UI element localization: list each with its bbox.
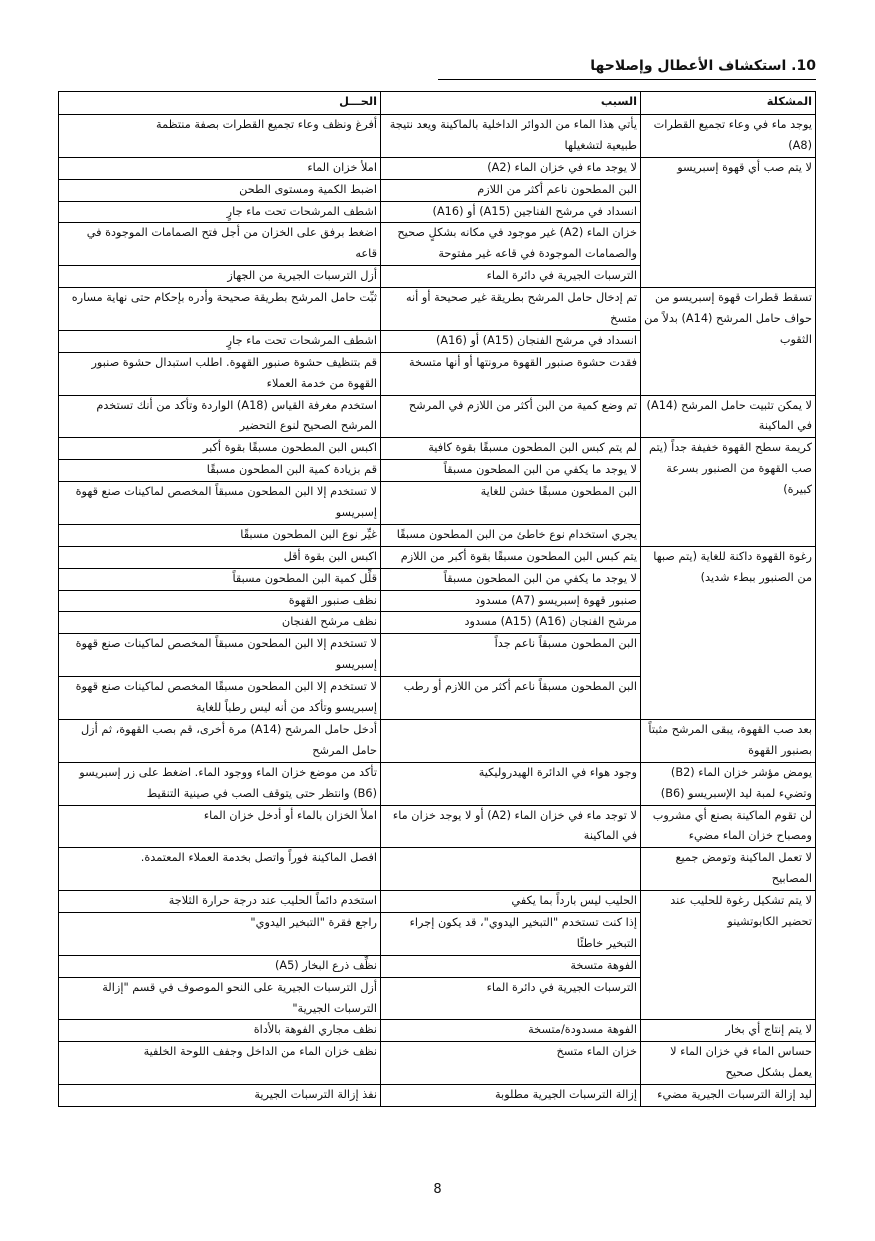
problem-cell: كريمة سطح القهوة خفيفة جداً (يتم صب القهوة من الصنبور بسرعة كبيرة) — [641, 438, 816, 546]
table-row — [59, 762, 816, 805]
table-body — [59, 115, 816, 1107]
solution-cell: لا تستخدم إلا البن المطحون مسبقاً المخصص لماكينات صنع قهوة إسبريسو — [59, 482, 381, 525]
cause-cell: الفوهة متسخة — [381, 955, 641, 977]
table-row — [59, 891, 816, 913]
cause-cell: وجود هواء في الدائرة الهيدروليكية — [381, 762, 641, 805]
cause-cell: لا توجد ماء في خزان الماء (A2) أو لا يوجد خزان ماء في الماكينة — [381, 805, 641, 848]
table-row — [59, 1020, 816, 1042]
solution-cell: أدخل حامل المرشح (A14) مرة أخرى، قم بصب القهوة، ثم أزل حامل المرشح — [59, 719, 381, 762]
troubleshooting-table — [58, 91, 816, 1107]
solution-cell: اكبس البن المطحون مسبقًا بقوة أكبر — [59, 438, 381, 460]
table-row — [59, 1085, 816, 1107]
solution-cell: قم بزيادة كمية البن المطحون مسبقًا — [59, 460, 381, 482]
cause-cell: لم يتم كبس البن المطحون مسبقًا بقوة كافية — [381, 438, 641, 460]
solution-cell: نظِّف ذرع البخار (A5) — [59, 955, 381, 977]
cause-cell: البن المطحون ناعم أكثر من اللازم — [381, 179, 641, 201]
solution-cell: لا تستخدم إلا البن المطحون مسبقاً المخصص لماكينات صنع قهوة إسبريسو — [59, 634, 381, 677]
header-cause: السبب — [381, 92, 641, 115]
table-row — [59, 848, 816, 891]
solution-cell: راجع فقرة "التبخير اليدوي" — [59, 912, 381, 955]
problem-cell: ليد إزالة الترسبات الجيرية مضيء — [641, 1085, 816, 1107]
cause-cell: الترسبات الجيرية في دائرة الماء — [381, 977, 641, 1020]
solution-cell: أزل الترسبات الجيرية من الجهاز — [59, 266, 381, 288]
problem-cell: لا يمكن تثبيت حامل المرشح (A14) في الماكينة — [641, 395, 816, 438]
cause-cell: يأتي هذا الماء من الدوائر الداخلية بالماكينة ويعد نتيجة طبيعية لتشغيلها — [381, 115, 641, 158]
solution-cell: اشطف المرشحات تحت ماء جارٍ — [59, 201, 381, 223]
problem-cell: لا يتم صب أي قهوة إسبريسو — [641, 157, 816, 287]
solution-cell: اشطف المرشحات تحت ماء جارٍ — [59, 330, 381, 352]
cause-cell: يتم كبس البن المطحون مسبقًا بقوة أكبر من اللازم — [381, 546, 641, 568]
table-row — [59, 288, 816, 331]
cause-cell: الفوهة مسدودة/متسخة — [381, 1020, 641, 1042]
solution-cell: نظف مجاري الفوهة بالأداة — [59, 1020, 381, 1042]
solution-cell: نظف مرشح الفنجان — [59, 612, 381, 634]
solution-cell: املأ الخزان بالماء أو أدخل خزان الماء — [59, 805, 381, 848]
solution-cell: قلِّل كمية البن المطحون مسبقاً — [59, 568, 381, 590]
section-title: 10. استكشاف الأعطال وإصلاحها — [590, 58, 816, 74]
problem-cell: يومض مؤشر خزان الماء (B2) وتضيء لمبة ليد الإسبريسو (B6) — [641, 762, 816, 805]
table-row — [59, 719, 816, 762]
title-underline — [438, 79, 816, 80]
problem-cell: لا يتم إنتاج أي بخار — [641, 1020, 816, 1042]
cause-cell: فقدت حشوة صنبور القهوة مرونتها أو أنها متسخة — [381, 352, 641, 395]
table-row — [59, 546, 816, 568]
problem-cell: بعد صب القهوة، يبقى المرشح مثبتاً بصنبور القهوة — [641, 719, 816, 762]
header-problem: المشكلة — [641, 92, 816, 115]
problem-cell: لا تعمل الماكينة وتومض جميع المصابيح — [641, 848, 816, 891]
problem-cell: لن تقوم الماكينة بصنع أي مشروب ومصباح خزان الماء مضيء — [641, 805, 816, 848]
cause-cell: خزان الماء متسخ — [381, 1042, 641, 1085]
problem-cell: حساس الماء في خزان الماء لا يعمل بشكل صحيح — [641, 1042, 816, 1085]
cause-cell: لا يوجد ما يكفي من البن المطحون مسبقاً — [381, 568, 641, 590]
solution-cell: ثبِّت حامل المرشح بطريقة صحيحة وأدره بإحكام حتى نهاية مساره — [59, 288, 381, 331]
table-row — [59, 1042, 816, 1085]
table-row — [59, 395, 816, 438]
problem-cell: رغوة القهوة داكنة للغاية (يتم صبها من الصنبور ببطء شديد) — [641, 546, 816, 719]
problem-cell: تسقط قطرات قهوة إسبريسو من حواف حامل المرشح (A14) بدلاً من الثقوب — [641, 288, 816, 395]
problem-cell: يوجد ماء في وعاء تجميع القطرات (A8) — [641, 115, 816, 158]
cause-cell: لا يوجد ماء في خزان الماء (A2) — [381, 157, 641, 179]
cause-cell: البن المطحون مسبقاً ناعم جداً — [381, 634, 641, 677]
problem-cell: لا يتم تشكيل رغوة للحليب عند تحضير الكابوتشينو — [641, 891, 816, 1020]
cause-cell: انسداد في مرشح الفنجان (A15) أو (A16) — [381, 330, 641, 352]
cause-cell: يجري استخدام نوع خاطئ من البن المطحون مسبقًا — [381, 524, 641, 546]
solution-cell: افصل الماكينة فوراً واتصل بخدمة العملاء المعتمدة. — [59, 848, 381, 891]
cause-cell: خزان الماء (A2) غير موجود في مكانه بشكلٍ صحيح والصمامات الموجودة في قاعه غير مفتوحة — [381, 223, 641, 266]
solution-cell: اكبس البن بقوة أقل — [59, 546, 381, 568]
cause-cell — [381, 719, 641, 762]
cause-cell: إذا كنت تستخدم "التبخير اليدوي"، قد يكون إجراء التبخير خاطئًا — [381, 912, 641, 955]
solution-cell: أزل الترسبات الجيرية على النحو الموصوف في قسم "إزالة الترسبات الجيرية" — [59, 977, 381, 1020]
cause-cell: مرشح الفنجان (A16) (A15) مسدود — [381, 612, 641, 634]
cause-cell: الترسبات الجيرية في دائرة الماء — [381, 266, 641, 288]
cause-cell: تم وضع كمية من البن أكثر من اللازم في المرشح — [381, 395, 641, 438]
solution-cell: استخدم دائماً الحليب عند درجة حرارة الثلاجة — [59, 891, 381, 913]
cause-cell: انسداد في مرشح الفناجين (A15) أو (A16) — [381, 201, 641, 223]
cause-cell: إزالة الترسبات الجيرية مطلوبة — [381, 1085, 641, 1107]
solution-cell: أفرغ ونظف وعاء تجميع القطرات بصفة منتظمة — [59, 115, 381, 158]
table-row — [59, 438, 816, 460]
table-row — [59, 157, 816, 179]
page-number: 8 — [433, 1182, 442, 1197]
solution-cell: استخدم مغرفة القياس (A18) الواردة وتأكد من أنك تستخدم المرشح الصحيح لنوع التحضير — [59, 395, 381, 438]
table-header-row — [59, 92, 816, 115]
table-row — [59, 805, 816, 848]
cause-cell: البن المطحون مسبقًا خشن للغاية — [381, 482, 641, 525]
solution-cell: اضغط برفق على الخزان من أجل فتح الصمامات الموجودة في قاعه — [59, 223, 381, 266]
solution-cell: لا تستخدم إلا البن المطحون مسبقًا المخصص لماكينات صنع قهوة إسبريسو وتأكد من أنه ليس رطباً للغاية — [59, 677, 381, 720]
table-row — [59, 115, 816, 158]
cause-cell: تم إدخال حامل المرشح بطريقة غير صحيحة أو أنه متسخ — [381, 288, 641, 331]
solution-cell: نظف صنبور القهوة — [59, 590, 381, 612]
header-solution: الحـــل — [59, 92, 381, 115]
solution-cell: نفذ إزالة الترسبات الجيرية — [59, 1085, 381, 1107]
solution-cell: قم بتنظيف حشوة صنبور القهوة. اطلب استبدال حشوة صنبور القهوة من خدمة العملاء — [59, 352, 381, 395]
cause-cell: لا يوجد ما يكفي من البن المطحون مسبقاً — [381, 460, 641, 482]
solution-cell: املأ خزان الماء — [59, 157, 381, 179]
cause-cell: البن المطحون مسبقاً ناعم أكثر من اللازم أو رطب — [381, 677, 641, 720]
cause-cell — [381, 848, 641, 891]
solution-cell: نظف خزان الماء من الداخل وجفف اللوحة الخلفية — [59, 1042, 381, 1085]
cause-cell: الحليب ليس بارداً بما يكفي — [381, 891, 641, 913]
solution-cell: اضبط الكمية ومستوى الطحن — [59, 179, 381, 201]
solution-cell: غيِّر نوع البن المطحون مسبقًا — [59, 524, 381, 546]
cause-cell: صنبور قهوة إسبريسو (A7) مسدود — [381, 590, 641, 612]
solution-cell: تأكد من موضع خزان الماء ووجود الماء. اضغط على زر إسبريسو (B6) وانتظر حتى يتوقف الصب في صينية التنقيط — [59, 762, 381, 805]
